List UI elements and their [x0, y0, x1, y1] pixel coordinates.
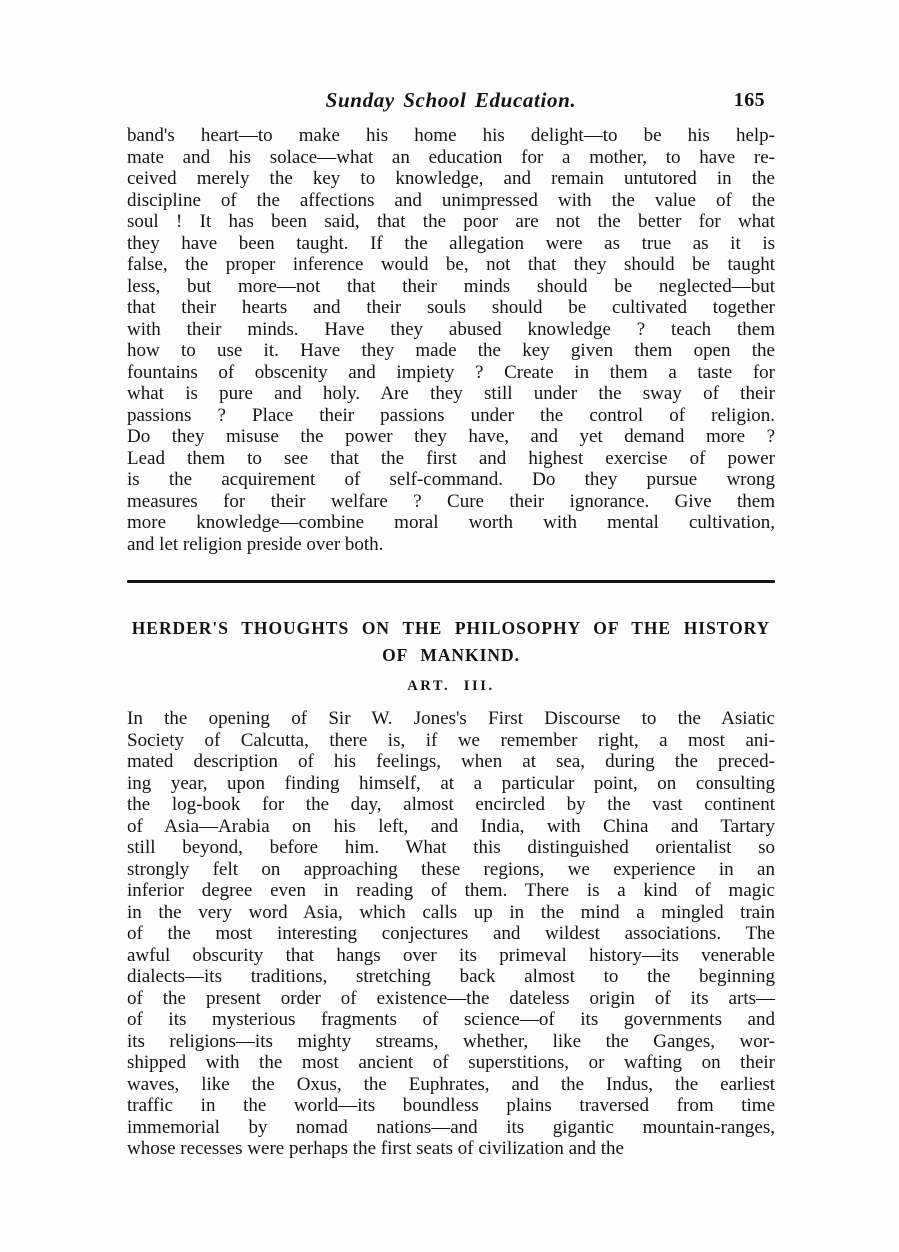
text-line: fountains of obscenity and impiety ? Create in them a taste for — [127, 361, 775, 383]
text-line: mate and his solace—what an education for a mother, to have re- — [127, 146, 775, 168]
article-heading — [127, 615, 775, 669]
text-line: they have been taught. If the allegation were as true as it is — [127, 232, 775, 254]
text-line: the log-book for the day, almost encircled by the vast continent — [127, 794, 775, 815]
text-line: false, the proper inference would be, not that they should be taught — [127, 254, 775, 275]
text-line: of the most interesting conjectures and wildest associations. The — [127, 923, 775, 944]
text-line: is the acquirement of self-command. Do they pursue wrong — [127, 469, 775, 490]
running-header — [127, 88, 775, 114]
text-line: immemorial by nomad nations—and its gigantic mountain-ranges, — [127, 1116, 775, 1138]
text-line: measures for their welfare ? Cure their ignorance. Give them — [127, 490, 775, 512]
text-line: more knowledge—combine moral worth with mental cultivation, — [127, 512, 775, 533]
text-line: Lead them to see that the first and highest exercise of power — [127, 447, 775, 469]
article-number-label: ART. III. — [407, 678, 495, 694]
text-line: whose recesses were perhaps the first seats of civilization and the — [127, 1138, 624, 1159]
text-line: with their minds. Have they abused knowledge ? teach them — [127, 318, 775, 340]
continued-paragraph — [127, 125, 775, 555]
text-line: Do they misuse the power they have, and yet demand more ? — [127, 426, 775, 447]
text-line: of the present order of existence—the dateless origin of its arts— — [127, 987, 775, 1009]
article-paragraph — [127, 708, 775, 1160]
text-line: in the very word Asia, which calls up in the mind a mingled train — [127, 901, 775, 923]
page-number: 165 — [733, 89, 765, 111]
section-divider-rule — [127, 580, 775, 583]
text-line: mated description of his feelings, when at sea, during the preced- — [127, 751, 775, 772]
text-line: discipline of the affections and unimpressed with the value of the — [127, 189, 775, 211]
text-line: inferior degree even in reading of them. There is a kind of magic — [127, 880, 775, 901]
text-line: strongly felt on approaching these regions, we experience in an — [127, 858, 775, 880]
text-line: band's heart—to make his home his delight—to be his help- — [127, 125, 775, 146]
text-line: ceived merely the key to knowledge, and remain untutored in the — [127, 168, 775, 189]
text-line: soul ! It has been said, that the poor are not the better for what — [127, 211, 775, 232]
article-heading-line2: OF MANKIND. — [382, 645, 520, 665]
text-line: dialects—its traditions, stretching back almost to the beginning — [127, 966, 775, 987]
running-header-title: Sunday School Education. — [325, 88, 577, 112]
text-line: ing year, upon finding himself, at a particular point, on consulting — [127, 772, 775, 794]
text-line: of its mysterious fragments of science—of its governments and — [127, 1009, 775, 1030]
text-line: In the opening of Sir W. Jones's First Discourse to the Asiatic — [127, 708, 775, 729]
text-line: how to use it. Have they made the key given them open the — [127, 340, 775, 361]
text-line: and let religion preside over both. — [127, 533, 384, 555]
text-line: awful obscurity that hangs over its primeval history—its venerable — [127, 944, 775, 966]
text-line: passions ? Place their passions under the control of religion. — [127, 404, 775, 426]
text-line: Society of Calcutta, there is, if we remember right, a most ani- — [127, 729, 775, 751]
text-line: shipped with the most ancient of superstitions, or wafting on their — [127, 1052, 775, 1073]
text-line: what is pure and holy. Are they still under the sway of their — [127, 383, 775, 404]
text-line: of Asia—Arabia on his left, and India, with China and Tartary — [127, 815, 775, 837]
text-line: that their hearts and their souls should be cultivated together — [127, 297, 775, 318]
text-line: waves, like the Oxus, the Euphrates, and the Indus, the earliest — [127, 1073, 775, 1095]
text-line: less, but more—not that their minds should be neglected—but — [127, 275, 775, 297]
text-line: still beyond, before him. What this distinguished orientalist so — [127, 837, 775, 858]
article-heading-line1: HERDER'S THOUGHTS ON THE PHILOSOPHY OF THE HISTORY — [131, 618, 771, 638]
text-line: its religions—its mighty streams, whether, like the Ganges, wor- — [127, 1030, 775, 1052]
text-line: traffic in the world—its boundless plains traversed from time — [127, 1095, 775, 1116]
